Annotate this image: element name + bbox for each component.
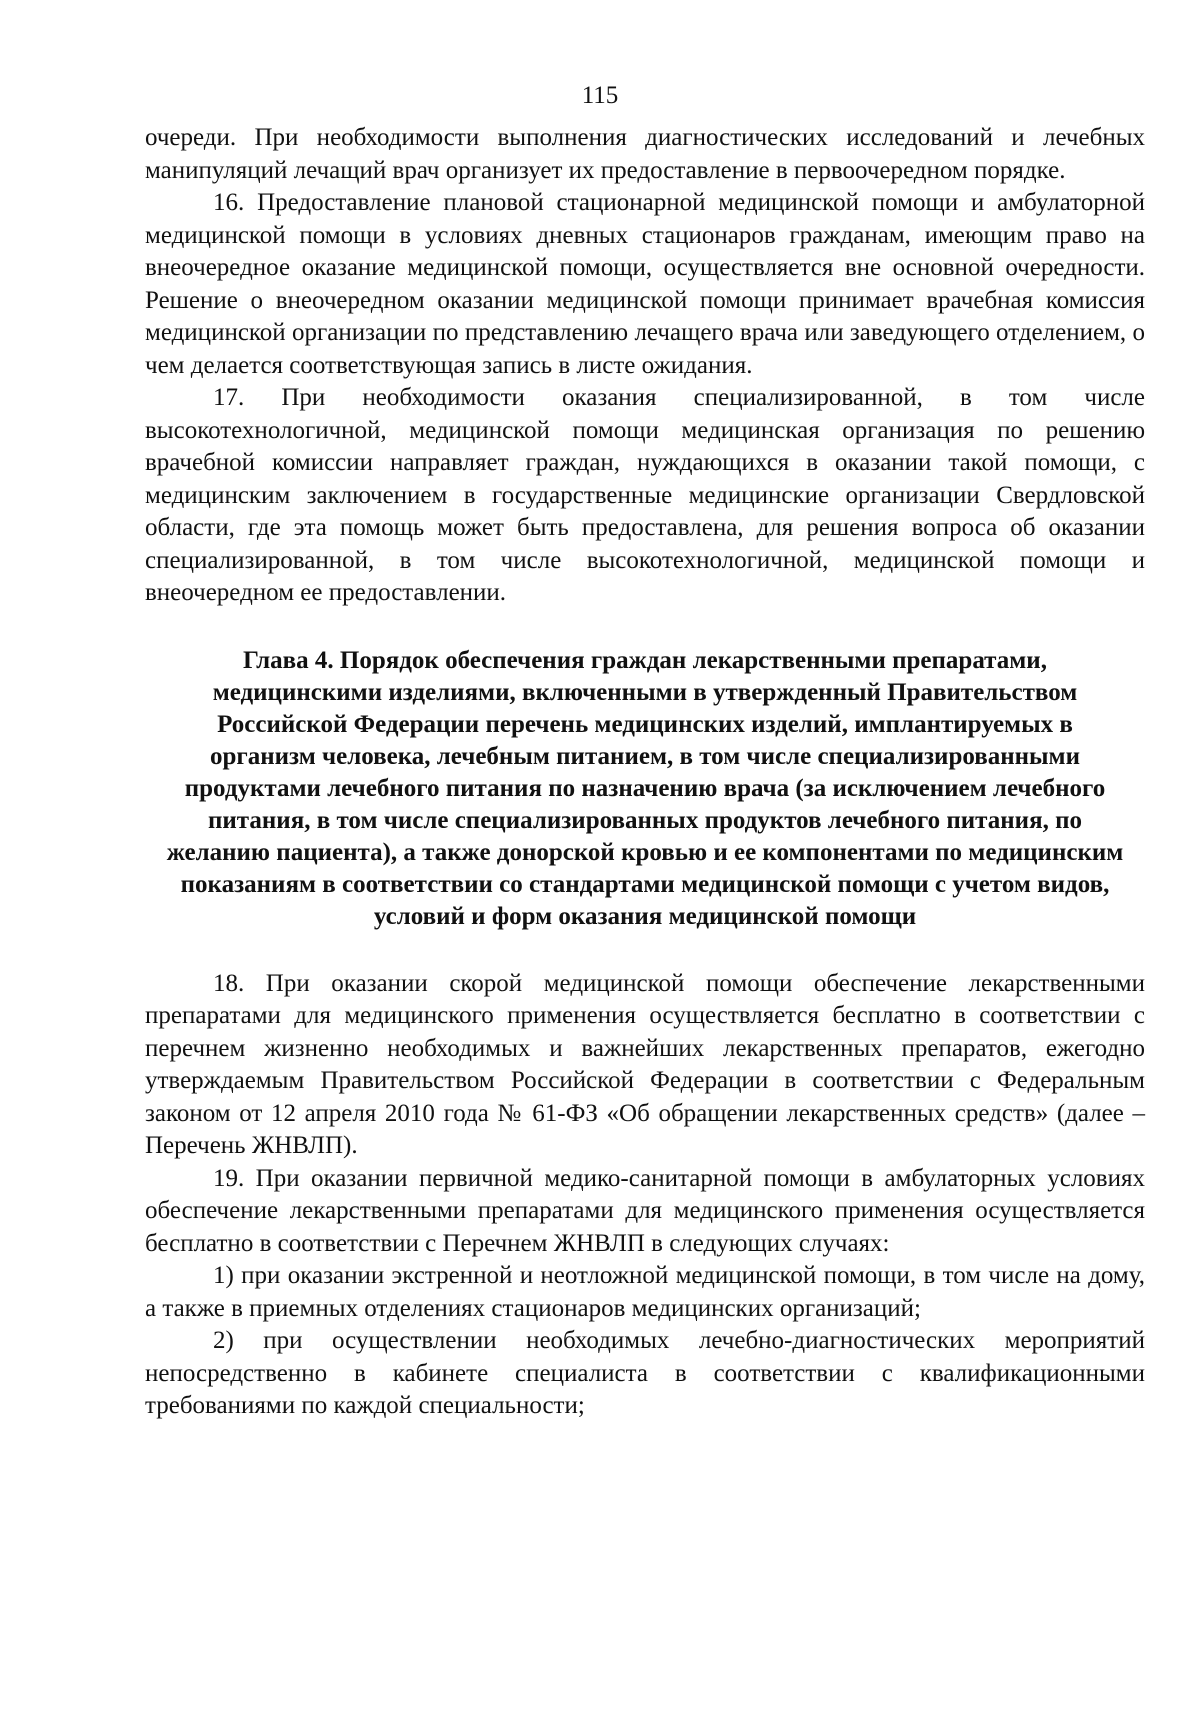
paragraph-16: 16. Предоставление плановой стационарной медицинской помощи и амбулаторной медицинской помощи в условиях дневных стационаров гражданам, имеющим право на внеочередное оказание медицинской помощи, осуществляется вне основной очередности. Решение о внеочередном оказании медицинской помощи принимает врачебная комиссия медицинской организации по представлению лечащего врача или заведующего отделением, о чем делается соответствующая запись в листе ожидания. xyxy=(145,189,1145,379)
paragraph-17: 17. При необходимости оказания специализированной, в том числе высокотехнологичной, медицинской помощи медицинская организация по решению врачебной комиссии направляет граждан, нуждающихся в оказании такой помощи, с медицинским заключением в государственные медицинские организации Свердловской области, где эта помощь может быть предоставлена, для решения вопроса об оказании специализированной, в том числе высокотехнологичной, медицинской помощи и внеочередном ее предоставлении. xyxy=(145,384,1145,606)
paragraph-18: 18. При оказании скорой медицинской помощи обеспечение лекарственными препаратами для медицинского применения осуществляется бесплатно в соответствии с перечнем жизненно необходимых и важнейших лекарственных препаратов, ежегодно утверждаемым Правительством Российской Федерации в соответствии с Федеральным законом от 12 апреля 2010 года № 61-ФЗ «Об обращении лекарственных средств» (далее – Перечень ЖНВЛП). xyxy=(145,969,1145,1159)
page-number: 115 xyxy=(581,82,619,109)
list-item-1: 1) при оказании экстренной и неотложной медицинской помощи, в том числе на дому, а также в приемных отделениях стационаров медицинских организаций; xyxy=(145,1262,1145,1322)
chapter-4-heading: Глава 4. Порядок обеспечения граждан лекарственными препаратами, медицинскими изделиями, включенными в утвержденный Правительством Российской Федерации перечень медицинских изделий, имплантируемых в организм человека, лечебным питанием, в том числе специализированными продуктами лечебного питания по назначению врача (за исключением лечебного питания, в том числе специализированных продуктов лечебного питания, по желанию пациента), а также донорской кровью и ее компонентами по медицинским показаниям в соответствии со стандартами медицинской помощи с учетом видов, условий и форм оказания медицинской помощи xyxy=(166,646,1124,930)
document-body xyxy=(145,122,1145,1423)
list-item-2: 2) при осуществлении необходимых лечебно-диагностических мероприятий непосредственно в кабинете специалиста в соответствии с квалификационными требованиями по каждой специальности; xyxy=(145,1327,1145,1419)
paragraph-19: 19. При оказании первичной медико-санитарной помощи в амбулаторных условиях обеспечение лекарственными препаратами для медицинского применения осуществляется бесплатно в соответствии с Перечнем ЖНВЛП в следующих случаях: xyxy=(145,1164,1145,1257)
paragraph-queue-continuation: очереди. При необходимости выполнения диагностических исследований и лечебных манипуляций лечащий врач организует их предоставление в первоочередном порядке. xyxy=(145,124,1145,184)
